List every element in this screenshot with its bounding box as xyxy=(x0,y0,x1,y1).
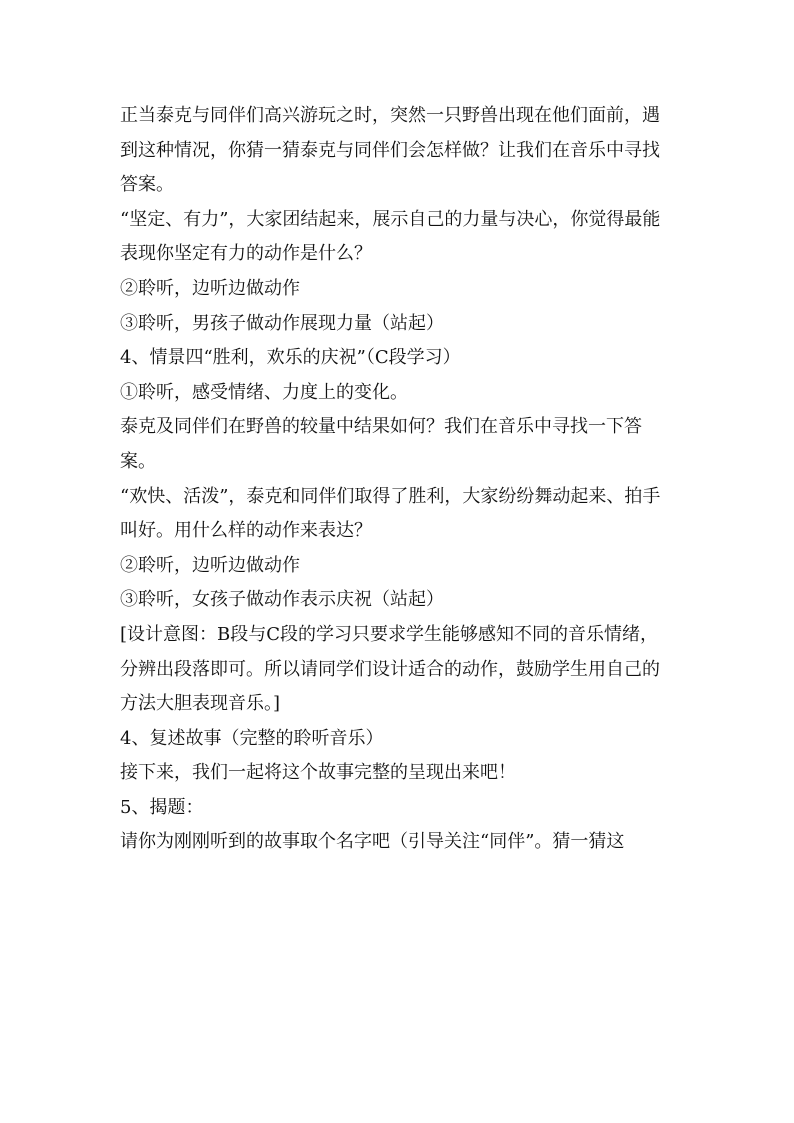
paragraph-girls-act: ③聆听，女孩子做动作表示庆祝（站起） xyxy=(120,589,444,611)
paragraph-present-story: 接下来，我们一起将这个故事完整的呈现出来吧！ xyxy=(120,762,516,784)
paragraph-reveal-topic: 5、揭题： xyxy=(120,796,204,818)
paragraph-name-story: 请你为刚刚听到的故事取个名字吧（引导关注“同伴”。猜一猜这 xyxy=(120,831,625,853)
paragraph-scene-four: 4、情景四“胜利，欢乐的庆祝”（C段学习） xyxy=(120,347,461,369)
paragraph-retell-story: 4、复述故事（完整的聆听音乐） xyxy=(120,727,384,749)
paragraph-feel-changes: ①聆听，感受情绪、力度上的变化。 xyxy=(120,381,408,403)
paragraph-joyful-lively: “欢快、活泼”，泰克和同伴们取得了胜利，大家纷纷舞动起来、拍手叫好。用什么样的动作来表达？ xyxy=(120,485,661,542)
document-body xyxy=(120,99,675,860)
paragraph-boys-act: ③聆听，男孩子做动作展现力量（站起） xyxy=(120,312,444,334)
paragraph-encounter-beast: 正当泰克与同伴们高兴游玩之时，突然一只野兽出现在他们面前，遇到这种情况，你猜一猜泰克与同伴们会怎样做？让我们在音乐中寻找答案。 xyxy=(120,105,660,196)
paragraph-result-question: 泰克及同伴们在野兽的较量中结果如何？我们在音乐中寻找一下答案。 xyxy=(120,416,642,472)
paragraph-design-intent: [设计意图：B段与C段的学习只要求学生能够感知不同的音乐情绪，分辨出段落即可。所以请同学们设计适合的动作，鼓励学生用自己的方法大胆表现音乐。] xyxy=(120,623,660,715)
paragraph-firm-strong: “坚定、有力”，大家团结起来，展示自己的力量与决心，你觉得最能表现你坚定有力的动作是什么？ xyxy=(120,208,661,265)
paragraph-listen-act-2: ②聆听，边听边做动作 xyxy=(120,554,300,576)
paragraph-listen-act-1: ②聆听，边听边做动作 xyxy=(120,277,300,299)
